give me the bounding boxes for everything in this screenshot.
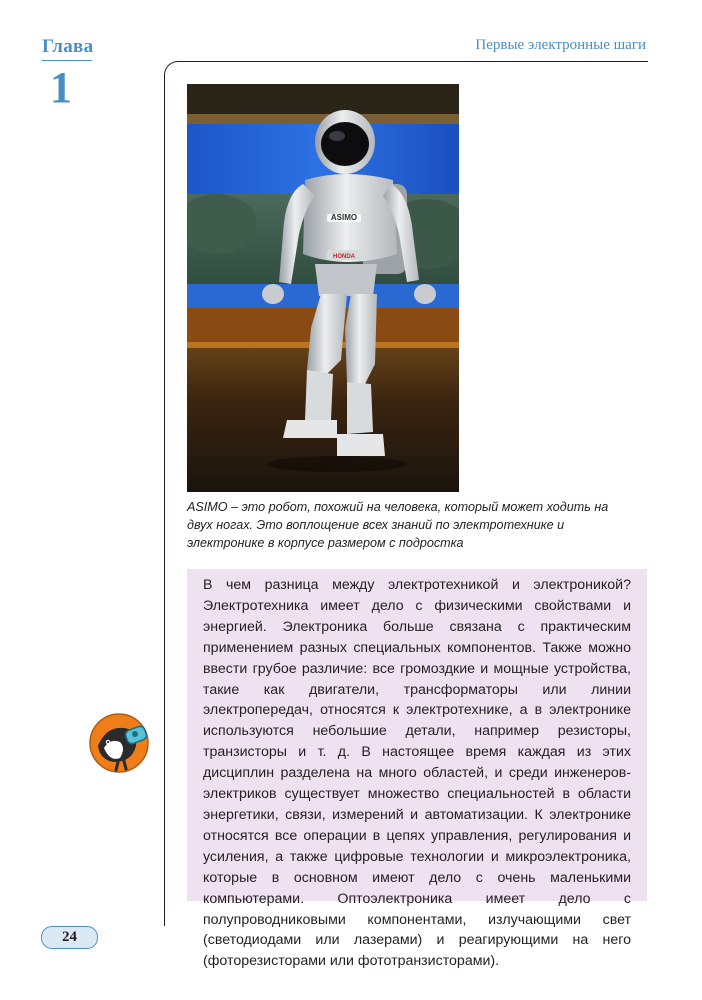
chapter-rule [42, 60, 92, 61]
margin-rule [164, 61, 178, 926]
robot-photo [187, 84, 459, 492]
mascot-icon [88, 712, 150, 774]
figure-caption: ASIMO – это робот, похожий на человека, который может ходить на двух ногах. Это воплощение всех знаний по электротехнике и электронике в корпусе размером с подростка [187, 500, 609, 550]
info-box [187, 569, 647, 970]
header-rule [178, 61, 648, 62]
robot-brand-text: HONDA [333, 254, 355, 260]
chapter-label: Глава [42, 36, 94, 57]
page-number-badge [41, 926, 98, 949]
robot-chest-text: ASIMO [330, 213, 358, 222]
chapter-number: 1 [50, 63, 72, 112]
info-text: В чем разница между электротехникой и электроникой? Электротехника имеет дело с физическими свойствами и энергией. Электроника больше связана с практическим применением разных специальных компонентов. Также можно ввести грубое различие: все громоздкие и мощные устройства, такие как двигатели, трансформаторы или линии электропередач, относятся к электротехнике, а в электронике используются небольшие детали, например резисторы, транзисторы и т. д. В настоящее время каждая из этих дисциплин разделена на много областей, и среди инженеров-электриков существует множество специальностей в области энергетики, связи, измерений и автоматизации. К электронике относятся все операции в цепях управления, регулирования и усиления, а также цифровые технологии и микроэлектроника, которые в основном имеют дело с очень маленькими компьютерами. Оптоэлектроника имеет дело с полупроводниковыми компонентами, излучающими свет (светодиодами или лазерами) и реагирующими на него (фоторезисторами или фототранзисторами). [203, 577, 631, 970]
page-number: 24 [62, 929, 77, 945]
running-title: Первые электронные шаги [475, 37, 646, 53]
